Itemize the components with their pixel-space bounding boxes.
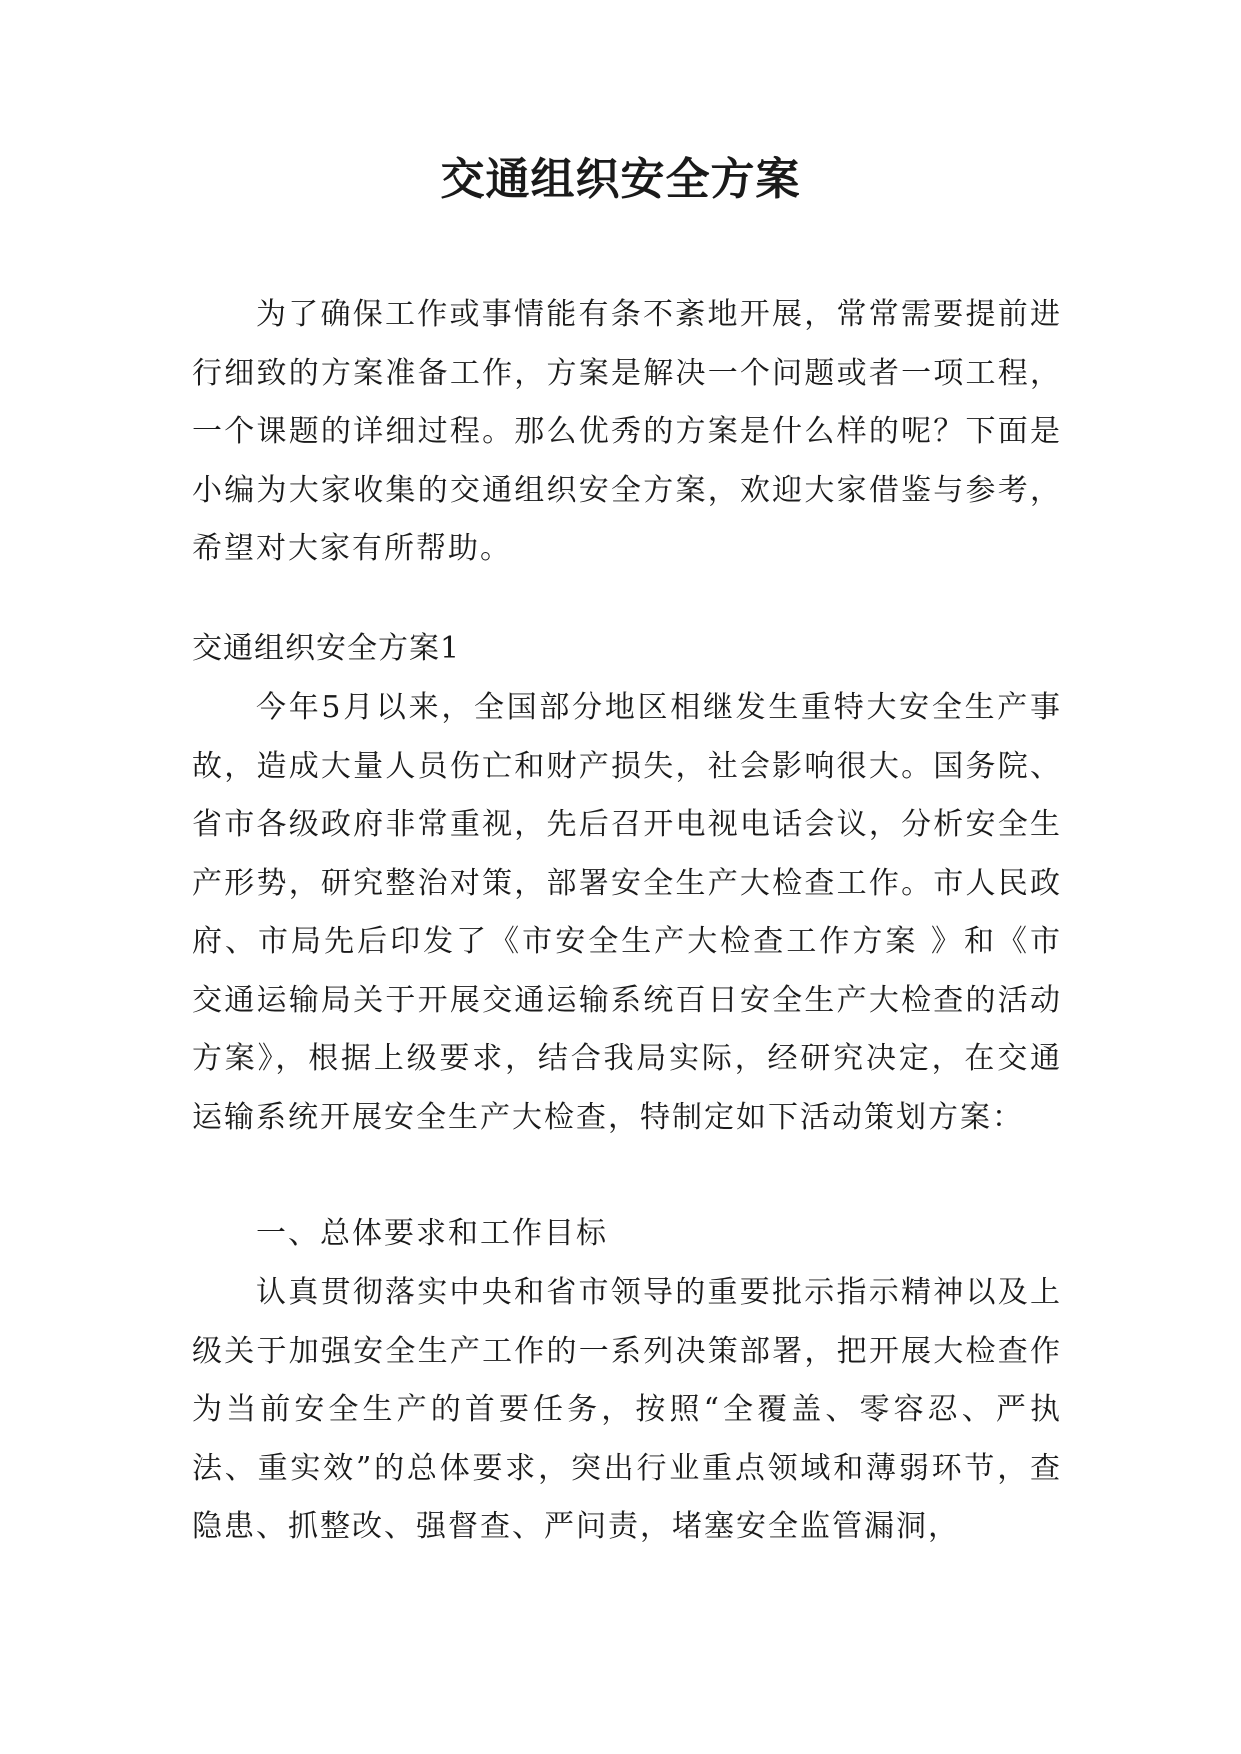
body-paragraph-1: 今年5月以来，全国部分地区相继发生重特大安全生产事故，造成大量人员伤亡和财产损失，社会影响很大。国务院、省市各级政府非常重视，先后召开电视电话会议，分析安全生产形势，研究整治对策，部署安全生产大检查工作。市人民政府、市局先后印发了《市安全生产大检查工作方案 》和《市交通运输局关于开展交通运输系统百日安全生产大检查的活动方案》，根据上级要求，结合我局实际，经研究决定，在交通运输系统开展安全生产大检查，特制定如下活动策划方案： [192,690,1062,1135]
subheading-1: 一、总体要求和工作目标 [256,1216,608,1251]
document-title: 交通组织安全方案 [440,154,801,205]
intro-paragraph: 为了确保工作或事情能有条不紊地开展，常常需要提前进行细致的方案准备工作，方案是解决一个问题或者一项工程，一个课题的详细过程。那么优秀的方案是什么样的呢？下面是小编为大家收集的交通组织安全方案，欢迎大家借鉴与参考，希望对大家有所帮助。 [192,297,1062,566]
body-paragraph-2: 认真贯彻落实中央和省市领导的重要批示指示精神以及上级关于加强安全生产工作的一系列决策部署，把开展大检查作为当前安全生产的首要任务，按照“全覆盖、零容忍、严执法、重实效”的总体要求，突出行业重点领域和薄弱环节，查隐患、抓整改、强督查、严问责，堵塞安全监管漏洞， [192,1275,1062,1544]
section-heading: 交通组织安全方案1 [192,631,461,666]
